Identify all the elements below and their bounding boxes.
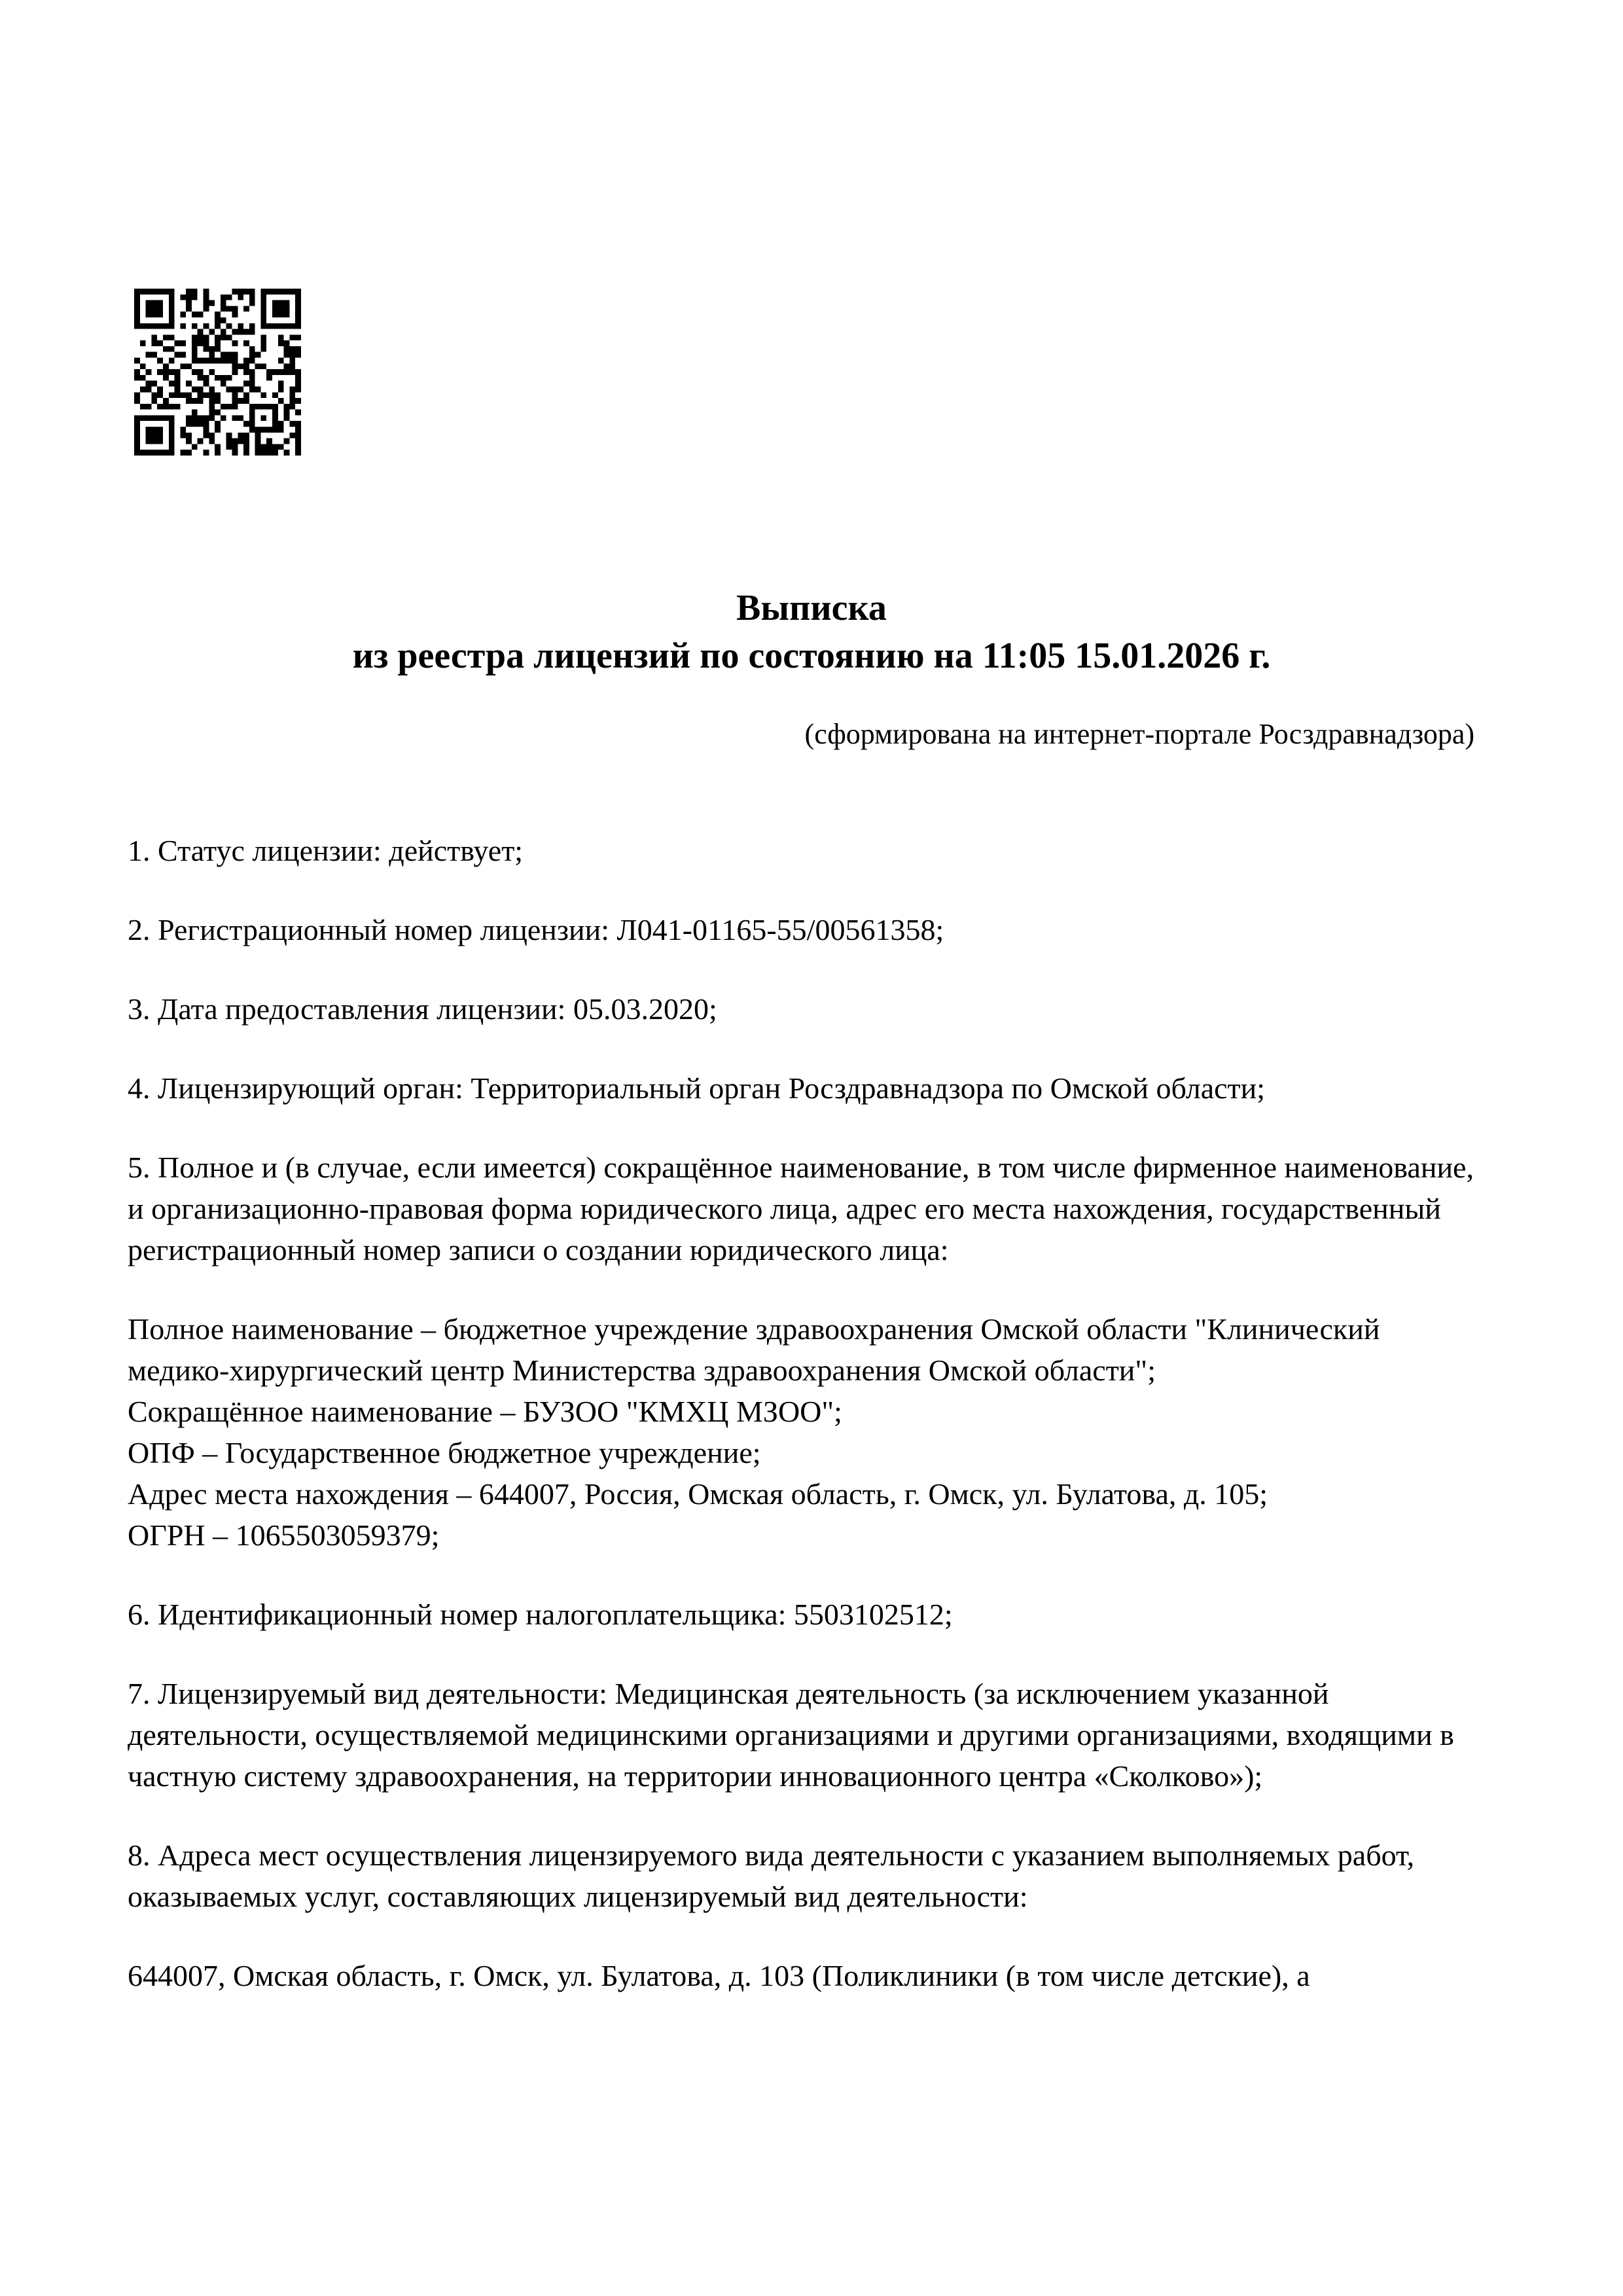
document-title xyxy=(0,584,1623,680)
entity-ogrn: ОГРН – 1065503059379; xyxy=(128,1518,440,1552)
document-body xyxy=(128,830,1476,1996)
entity-address: Адрес места нахождения – 644007, Россия, Омская область, г. Омск, ул. Булатова, д. 105; xyxy=(128,1477,1268,1511)
entity-short-name: Сокращённое наименование – БУЗОО "КМХЦ МЗОО"; xyxy=(128,1395,842,1428)
title-line-2: из реестра лицензий по состоянию на 11:05 15.01.2026 г. xyxy=(352,636,1271,676)
item-licensing-authority: 4. Лицензирующий орган: Территориальный орган Росздравнадзора по Омской области; xyxy=(128,1071,1266,1105)
item-taxpayer-number: 6. Идентификационный номер налогоплательщика: 5503102512; xyxy=(128,1598,953,1631)
item-licensed-activity: 7. Лицензируемый вид деятельности: Медицинская деятельность (за исключением указанной деятельности, осуществляемой медицинскими организациями и другими организациями, входящими в частную систему здравоохранения, на территории инновационного центра «Сколково»); xyxy=(128,1677,1454,1793)
title-line-1: Выписка xyxy=(736,588,887,628)
entity-full-name: Полное наименование – бюджетное учреждение здравоохранения Омской области "Клинический медико-хирургический центр Министерства здравоохранения Омской области"; xyxy=(128,1312,1380,1387)
qr-code xyxy=(134,289,301,456)
entity-opf: ОПФ – Государственное бюджетное учреждение; xyxy=(128,1436,761,1469)
item-legal-entity-heading: 5. Полное и (в случае, если имеется) сокращённое наименование, в том числе фирменное наименование, и организационно-правовая форма юридического лица, адрес его места нахождения, государственный регистрационный номер записи о создании юридического лица: xyxy=(128,1151,1474,1266)
item-activity-addresses-heading: 8. Адреса мест осуществления лицензируемого вида деятельности с указанием выполняемых работ, оказываемых услуг, составляющих лицензируемый вид деятельности: xyxy=(128,1839,1415,1913)
item-license-status: 1. Статус лицензии: действует; xyxy=(128,834,524,867)
document-subtitle: (сформирована на интернет-портале Росздравнадзора) xyxy=(804,718,1474,750)
item-grant-date: 3. Дата предоставления лицензии: 05.03.2020; xyxy=(128,992,717,1026)
item-registration-number: 2. Регистрационный номер лицензии: Л041-01165-55/00561358; xyxy=(128,913,944,946)
legal-entity-details xyxy=(128,1308,1476,1556)
activity-address-line: 644007, Омская область, г. Омск, ул. Булатова, д. 103 (Поликлиники (в том числе детские), а xyxy=(128,1959,1310,1992)
